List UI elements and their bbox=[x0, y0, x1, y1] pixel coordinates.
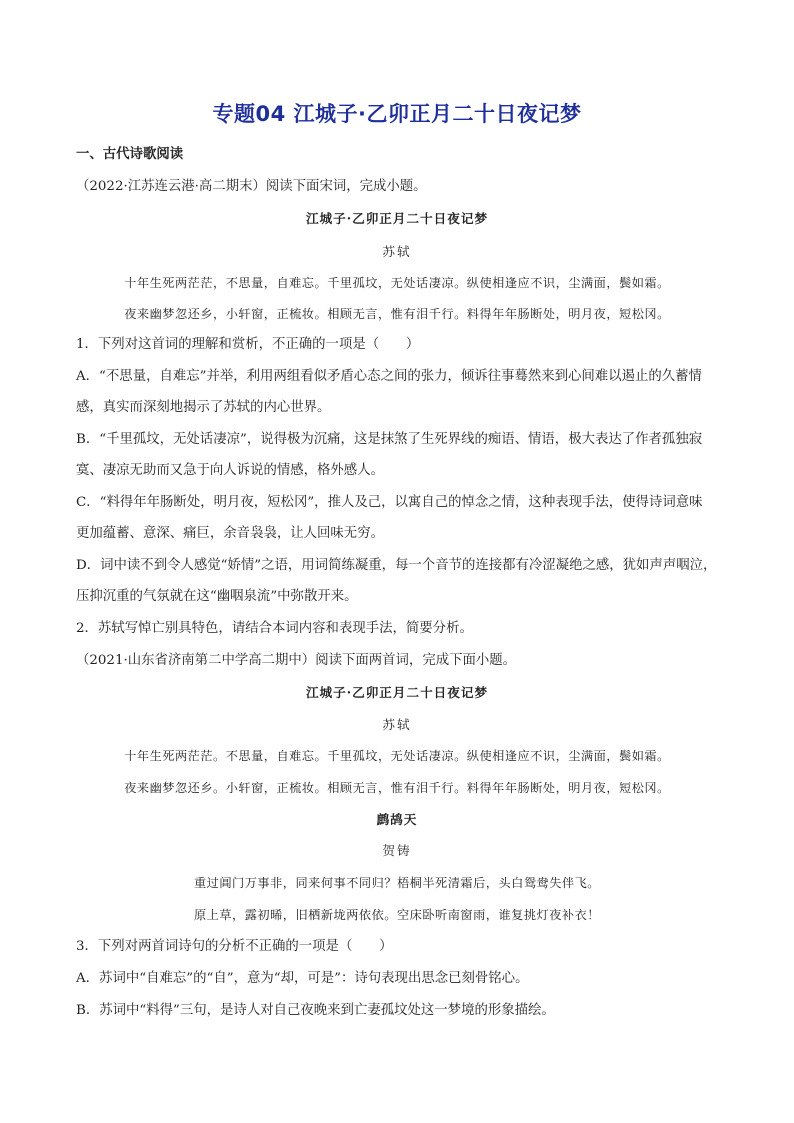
question-1-option-b-cont: 寞、凄凉无助而又急于向人诉说的情感，格外感人。 bbox=[76, 463, 384, 478]
question-1-option-c: C．“料得年年肠断处，明月夜，短松冈”，推人及己，以寓自己的悼念之情，这种表现手法，使得诗词意味 bbox=[76, 495, 703, 510]
poem1-title: 江城子·乙卯正月二十日夜记梦 bbox=[305, 211, 489, 226]
source-note-1: （2022·江苏连云港·高二期末）阅读下面宋词，完成小题。 bbox=[76, 179, 427, 194]
question-3-option-b: B．苏词中“料得”三句，是诗人对自己夜晚来到亡妻孤坟处这一梦境的形象描绘。 bbox=[76, 1003, 555, 1018]
poem3-author: 贺铸 bbox=[382, 843, 412, 858]
poem2-author: 苏轼 bbox=[382, 717, 412, 732]
poem2-line-1: 十年生死两茫茫。不思量，自难忘。千里孤坟，无处话凄凉。纵使相逢应不识，尘满面，鬓如霜。 bbox=[124, 749, 670, 763]
poem3-line-1: 重过阊门万事非，同来何事不同归？梧桐半死清霜后，头白鸳鸯失伴飞。 bbox=[194, 876, 600, 890]
question-1-option-d-cont: 压抑沉重的气氛就在这“幽咽泉流”中弥散开来。 bbox=[76, 589, 358, 604]
section-heading: 一、古代诗歌阅读 bbox=[76, 146, 184, 162]
question-1-option-a-cont: 感，真实而深刻地揭示了苏轼的内心世界。 bbox=[76, 400, 331, 415]
poem3-line-2: 原上草，露初晞，旧栖新垅两依依。空床卧听南窗雨，谁复挑灯夜补衣！ bbox=[194, 908, 600, 922]
poem2-title: 江城子·乙卯正月二十日夜记梦 bbox=[305, 685, 489, 700]
poem2-line-2: 夜来幽梦忽还乡。小轩窗，正梳妆。相顾无言，惟有泪千行。料得年年肠断处，明月夜，短松冈。 bbox=[124, 781, 670, 795]
document-title: 专题04 江城子·乙卯正月二十日夜记梦 bbox=[212, 102, 582, 126]
question-1-option-d: D．词中读不到令人感觉“娇情”之语，用词简练凝重，每一个音节的连接都有冷涩凝绝之感，犹如声声咽泣， bbox=[76, 558, 717, 573]
question-1-stem: 1．下列对这首词的理解和赏析，不正确的一项是（ ） bbox=[76, 337, 420, 352]
question-3-stem: 3．下列对两首词诗句的分析不正确的一项是（ ） bbox=[76, 939, 393, 954]
poem1-author: 苏轼 bbox=[382, 244, 412, 259]
question-1-option-c-cont: 更加蕴蓄、意深、痛巨，余音袅袅，让人回味无穷。 bbox=[76, 526, 384, 541]
source-note-2: （2021·山东省济南第二中学高二期中）阅读下面两首词，完成下面小题。 bbox=[76, 653, 517, 668]
question-1-option-b: B．“千里孤坟，无处话凄凉”，说得极为沉痛，这是抹煞了生死界线的痴语、情语，极大表达了作者孤独寂 bbox=[76, 432, 703, 447]
question-2-stem: 2．苏轼写悼亡别具特色，请结合本词内容和表现手法，简要分析。 bbox=[76, 621, 473, 636]
poem1-line-2: 夜来幽梦忽还乡，小轩窗，正梳妆。相顾无言，惟有泪千行。料得年年肠断处，明月夜，短松冈。 bbox=[124, 307, 670, 321]
poem3-title: 鹧鸪天 bbox=[376, 812, 418, 827]
question-1-option-a: A．“不思量，自难忘”并举，利用两组看似矛盾心态之间的张力，倾诉往事蓦然来到心间难以遏止的久蓄情 bbox=[76, 369, 702, 384]
question-3-option-a: A．苏词中“自难忘”的“自”，意为“却，可是”：诗句表现出思念已刻骨铭心。 bbox=[76, 971, 529, 986]
poem1-line-1: 十年生死两茫茫，不思量，自难忘。千里孤坟，无处话凄凉。纵使相逢应不识，尘满面，鬓如霜。 bbox=[124, 276, 670, 290]
